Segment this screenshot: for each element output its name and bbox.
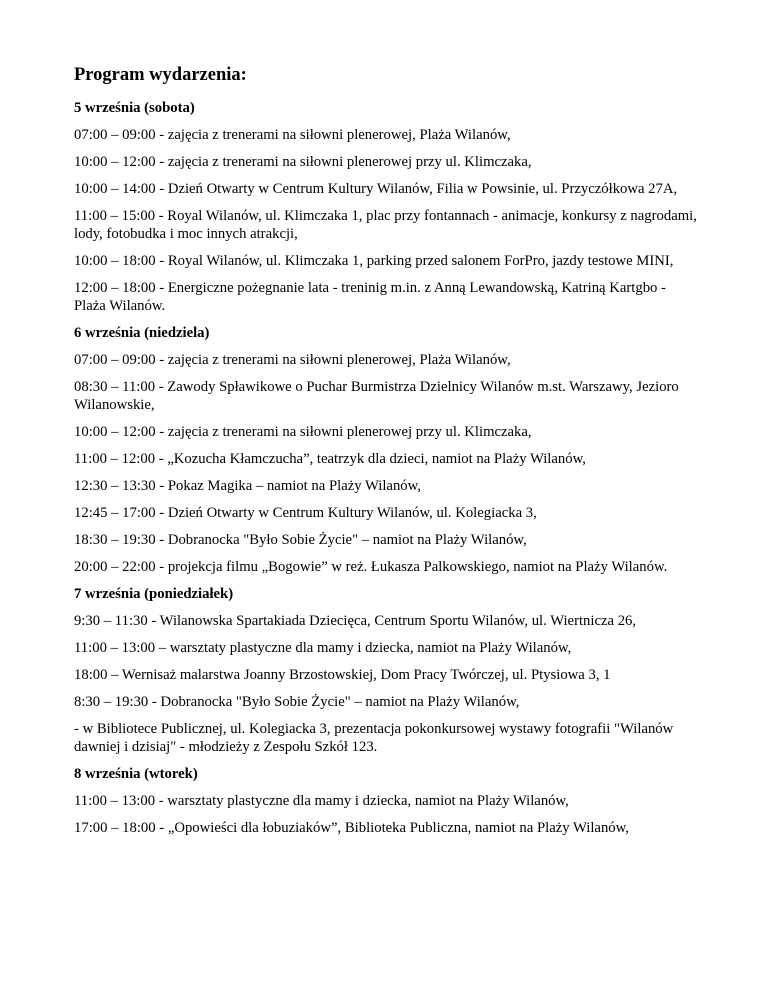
- event-item: 10:00 – 14:00 - Dzień Otwarty w Centrum Kultury Wilanów, Filia w Powsinie, ul. Przyczółkowa 27A,: [74, 181, 678, 197]
- event-item: 18:30 – 19:30 - Dobranocka "Było Sobie Życie" – namiot na Plaży Wilanów,: [74, 532, 527, 548]
- event-item: 10:00 – 18:00 - Royal Wilanów, ul. Klimczaka 1, parking przed salonem ForPro, jazdy testowe MINI,: [74, 253, 674, 269]
- event-item: 11:00 – 12:00 - „Kozucha Kłamczucha”, teatrzyk dla dzieci, namiot na Plaży Wilanów,: [74, 451, 586, 467]
- day-heading: 7 września (poniedziałek): [74, 586, 234, 602]
- event-item: 07:00 – 09:00 - zajęcia z trenerami na siłowni plenerowej, Plaża Wilanów,: [74, 127, 511, 143]
- day-heading: 5 września (sobota): [74, 100, 195, 116]
- day-heading: 6 września (niedziela): [74, 325, 210, 341]
- event-item: 12:00 – 18:00 - Energiczne pożegnanie lata - treninig m.in. z Anną Lewandowską, Katriną Kartgbo - Plaża Wilanów.: [74, 280, 666, 314]
- event-item: 18:00 – Wernisaż malarstwa Joanny Brzostowskiej, Dom Pracy Twórczej, ul. Ptysiowa 3, 1: [74, 667, 611, 683]
- event-item: 10:00 – 12:00 - zajęcia z trenerami na siłowni plenerowej przy ul. Klimczaka,: [74, 154, 532, 170]
- event-item: 08:30 – 11:00 - Zawody Spławikowe o Puchar Burmistrza Dzielnicy Wilanów m.st. Warszawy, Jezioro Wilanowskie,: [74, 379, 679, 413]
- event-item: 11:00 – 13:00 – warsztaty plastyczne dla mamy i dziecka, namiot na Plaży Wilanów,: [74, 640, 572, 656]
- page-title: Program wydarzenia:: [74, 65, 247, 85]
- event-item: 17:00 – 18:00 - „Opowieści dla łobuziaków”, Biblioteka Publiczna, namiot na Plaży Wilanów,: [74, 820, 629, 836]
- event-item: 11:00 – 15:00 - Royal Wilanów, ul. Klimczaka 1, plac przy fontannach - animacje, konkursy z nagrodami, lody, fotobudka i moc innych atrakcji,: [74, 208, 697, 242]
- event-item: 07:00 – 09:00 - zajęcia z trenerami na siłowni plenerowej, Plaża Wilanów,: [74, 352, 511, 368]
- event-item: 12:30 – 13:30 - Pokaz Magika – namiot na Plaży Wilanów,: [74, 478, 421, 494]
- event-item: 9:30 – 11:30 - Wilanowska Spartakiada Dziecięca, Centrum Sportu Wilanów, ul. Wiertnicza 26,: [74, 613, 637, 629]
- event-item: 8:30 – 19:30 - Dobranocka "Było Sobie Życie" – namiot na Plaży Wilanów,: [74, 694, 520, 710]
- day-heading: 8 września (wtorek): [74, 766, 198, 782]
- event-item: 10:00 – 12:00 - zajęcia z trenerami na siłowni plenerowej przy ul. Klimczaka,: [74, 424, 532, 440]
- event-item: 20:00 – 22:00 - projekcja filmu „Bogowie” w reż. Łukasza Palkowskiego, namiot na Plaży Wilanów.: [74, 559, 668, 575]
- event-item: 11:00 – 13:00 - warsztaty plastyczne dla mamy i dziecka, namiot na Plaży Wilanów,: [74, 793, 569, 809]
- event-item: 12:45 – 17:00 - Dzień Otwarty w Centrum Kultury Wilanów, ul. Kolegiacka 3,: [74, 505, 537, 521]
- event-item: - w Bibliotece Publicznej, ul. Kolegiacka 3, prezentacja pokonkursowej wystawy fotografii "Wilanów dawniej i dzisiaj" - młodzieży z Zespołu Szkół 123.: [74, 721, 674, 755]
